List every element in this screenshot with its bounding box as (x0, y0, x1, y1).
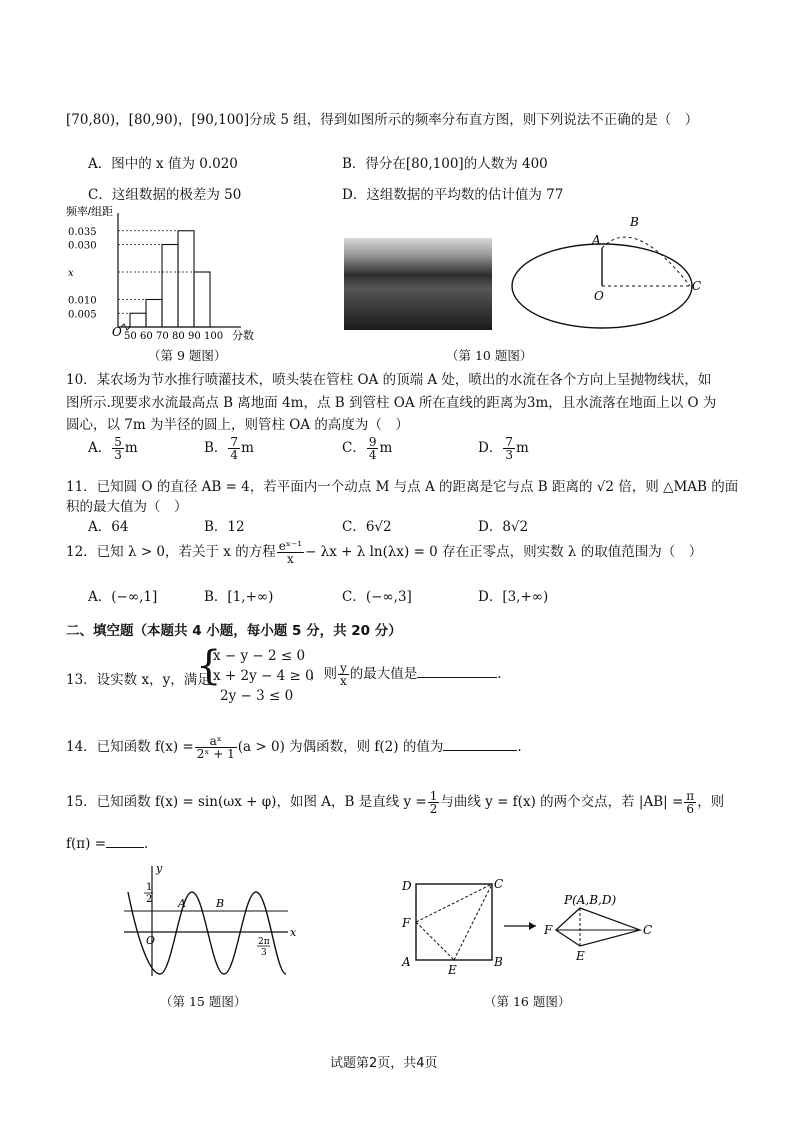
q12-post: − λx + λ ln(λx) = 0 存在正零点，则实数 λ 的取值范围为（ ） (305, 544, 703, 560)
q16-label-b: B (494, 955, 503, 969)
q12-den: x (287, 552, 294, 566)
q13-ineq-2: x + 2y − 4 ≥ 0 (213, 668, 314, 684)
q13-ineq-1: x − y − 2 ≤ 0 (213, 648, 306, 664)
q10-option-d-letter: D． (478, 440, 503, 456)
q12-pre: 12．已知 λ > 0，若关于 x 的方程 (66, 544, 276, 560)
q16-figure (396, 870, 676, 980)
q13-pre: 13．设实数 x，y，满足 (66, 672, 211, 688)
q15-sine-figure (120, 862, 300, 982)
q16-line-fc (416, 884, 492, 922)
q14-stem: 14．已知函数 f(x) = $\frac{\text{aˣ}}{\text{2ˣ + 1}}$ (a > 0) 为偶函数，则 f(2) 的值为 . (66, 734, 522, 761)
q10-caption: （第 10 题图） (446, 348, 533, 363)
q10-sprinkler-photo (344, 238, 492, 330)
q11-stem-line2: 积的最大值为（ ） (66, 499, 188, 515)
q11-option-d: D．8√2 (478, 519, 529, 535)
q10-a-num: 5 (114, 435, 122, 449)
q12-option-d: D．[3,+∞) (478, 589, 549, 605)
hist-y-tick-label: 0.035 (68, 226, 97, 238)
q15-tick-num: 2π (258, 937, 270, 947)
q14-den: 2ˣ + 1 (196, 747, 235, 761)
q15-y-label: y (156, 862, 163, 875)
hist-bar (178, 231, 194, 327)
q10-option-d (478, 436, 529, 461)
hist-origin: O (112, 325, 122, 339)
hist-bar (162, 245, 178, 328)
q15-tick-den: 3 (261, 948, 267, 958)
q16-label-f2: F (544, 923, 553, 937)
q15-fpi: f(π) = (66, 836, 107, 852)
q10-label-a: A (592, 233, 601, 247)
q9-caption: （第 9 题图） (148, 348, 227, 363)
q16-label-c: C (494, 877, 504, 891)
q14-pre: 14．已知函数 f(x) = (66, 739, 194, 755)
q16-label-e: E (448, 963, 457, 977)
hist-y-tick-label: 0.005 (68, 309, 97, 321)
q10-option-c (342, 436, 392, 461)
q16-arrow-head (529, 922, 536, 930)
q10-d-den: 3 (505, 448, 513, 462)
hist-y-tick-label: x (68, 268, 74, 279)
q9-option-a: A．图中的 x 值为 0.020 (88, 156, 238, 172)
q14-num: aˣ (195, 735, 237, 748)
q9-option-d: D．这组数据的平均数的估计值为 77 (342, 187, 564, 203)
q10-c-den: 4 (368, 448, 377, 462)
q13-post: 的最大值是 (349, 666, 418, 682)
q12-num: eˣ⁻¹ (278, 539, 303, 553)
q10-b-den: 4 (230, 448, 239, 462)
q13-answer-blank[interactable] (417, 665, 497, 678)
q16-label-e2: E (576, 949, 585, 963)
q10-a-den: 3 (114, 448, 122, 462)
q15-n1: 1 (429, 789, 438, 803)
q11-option-b: B．12 (204, 519, 245, 535)
q10-option-a (88, 436, 138, 461)
q14-answer-blank[interactable] (443, 738, 517, 751)
q15-origin: O (146, 934, 156, 947)
q10-label-c: C (692, 279, 702, 293)
q15-d1: 2 (429, 802, 438, 816)
hist-x-tick-label: 80 (172, 331, 185, 342)
q13-brace: { (196, 643, 222, 689)
q10-stem-line1: 10．某农场为节水推行喷灌技术，喷头装在管柱 OA 的顶端 A 处，喷出的水流在各个方向上呈抛物线状，如 (66, 372, 712, 388)
q10-option-b-letter: B． (204, 440, 228, 456)
q10-a-unit: m (124, 440, 138, 456)
page-footer: 试题第2页，共4页 (330, 1056, 438, 1071)
q10-b-unit: m (241, 440, 254, 456)
q10-option-b (204, 436, 254, 461)
hist-bar (130, 313, 146, 327)
q13-mid: ，则 (310, 666, 337, 682)
q10-b-num: 7 (230, 435, 239, 449)
hist-x-tick-label: 70 (156, 331, 169, 342)
q16-line-ec (454, 884, 492, 960)
hist-y-tick-label: 0.030 (68, 240, 97, 252)
q15-x-label: x (290, 926, 297, 939)
q15-half-num: 1 (146, 882, 153, 893)
q11-option-c: C．6√2 (342, 519, 392, 535)
q10-label-o: O (594, 289, 604, 303)
q15-post: ，则 (697, 794, 725, 810)
q10-stem-line2: 图所示.现要求水流最高点 B 离地面 4m，点 B 到管柱 OA 所在直线的距离为3m，且水流落在地面上以 O 为 (66, 395, 717, 411)
section-fill-in-heading: 二、填空题（本题共 4 小题，每小题 5 分，共 20 分） (66, 623, 402, 639)
q15-n2: π (686, 789, 695, 803)
q10-ellipse-figure (512, 214, 712, 324)
q15-half-den: 2 (146, 894, 153, 905)
q12-option-b: B．[1,+∞) (204, 589, 274, 605)
q13-tail: ，则 $\frac{y}{x}$ 的最大值是 . (310, 661, 502, 688)
q15-pre: 15．已知函数 f(x) = sin(ωx + φ)，如图 A，B 是直线 y = (66, 794, 427, 810)
q16-label-d: D (402, 879, 412, 893)
hist-xlabel: 分数 (232, 330, 254, 342)
q10-c-unit: m (379, 440, 393, 456)
q10-label-b: B (630, 215, 639, 229)
hist-x-tick-label: 100 (204, 331, 224, 342)
hist-bar (194, 272, 210, 327)
q15-line2: f(π) = . (66, 836, 149, 852)
q16-line-fe (416, 922, 454, 960)
hist-ylabel: 频率/组距 (66, 206, 114, 218)
hist-y-tick-label: 0.010 (68, 295, 97, 307)
q13-num: y (340, 661, 347, 675)
q16-label-f: F (402, 916, 411, 930)
q15-caption: （第 15 题图） (160, 994, 247, 1009)
q11-option-a: A．64 (88, 519, 129, 535)
hist-x-tick-label: 90 (188, 331, 201, 342)
q14-post: (a > 0) 为偶函数，则 f(2) 的值为 (237, 739, 444, 755)
q15-mid: 与曲线 y = f(x) 的两个交点，若 |AB| = (440, 794, 684, 810)
q9-option-b: B．得分在[80,100]的人数为 400 (342, 156, 548, 172)
q16-label-c2: C (643, 923, 653, 937)
q15-answer-blank[interactable] (106, 835, 144, 848)
hist-x-tick-label: 60 (140, 331, 153, 342)
q16-square (416, 884, 492, 960)
hist-bar (146, 300, 162, 328)
q13-ineq-3: 2y − 3 ≤ 0 (220, 688, 294, 704)
q16-label-p: P(A,B,D) (564, 893, 617, 907)
hist-x-tick-label: 50 (124, 331, 137, 342)
q10-option-c-letter: C． (342, 440, 366, 456)
q10-option-a-letter: A． (88, 440, 112, 456)
q16-caption: （第 16 题图） (484, 994, 571, 1009)
q15-stem (66, 790, 724, 815)
q15-d2: 6 (686, 802, 695, 816)
q9-stem: [70,80)，[80,90)，[90,100]分成 5 组，得到如图所示的频率分布直方图，则下列说法不正确的是（ ） (66, 112, 699, 128)
q16-folded-outline (556, 908, 640, 946)
q10-d-num: 7 (505, 435, 513, 449)
q9-histogram (66, 203, 254, 343)
q12-stem (66, 540, 702, 565)
q12-option-a: A．(−∞,1] (88, 589, 158, 605)
q13-den: x (340, 674, 347, 688)
q15-point-a: A (178, 897, 186, 910)
q9-option-c: C．这组数据的极差为 50 (88, 187, 242, 203)
q15-point-b: B (216, 897, 225, 910)
q11-stem-line1: 11．已知圆 O 的直径 AB = 4，若平面内一个动点 M 与点 A 的距离是它与点 B 距离的 √2 倍，则 △MAB 的面 (66, 479, 739, 495)
q10-c-num: 9 (368, 435, 377, 449)
q16-label-a: A (402, 955, 411, 969)
q12-option-c: C．(−∞,3] (342, 589, 412, 605)
q10-stem-line3: 圆心，以 7m 为半径的圆上，则管柱 OA 的高度为（ ） (66, 417, 409, 433)
q10-d-unit: m (515, 440, 529, 456)
